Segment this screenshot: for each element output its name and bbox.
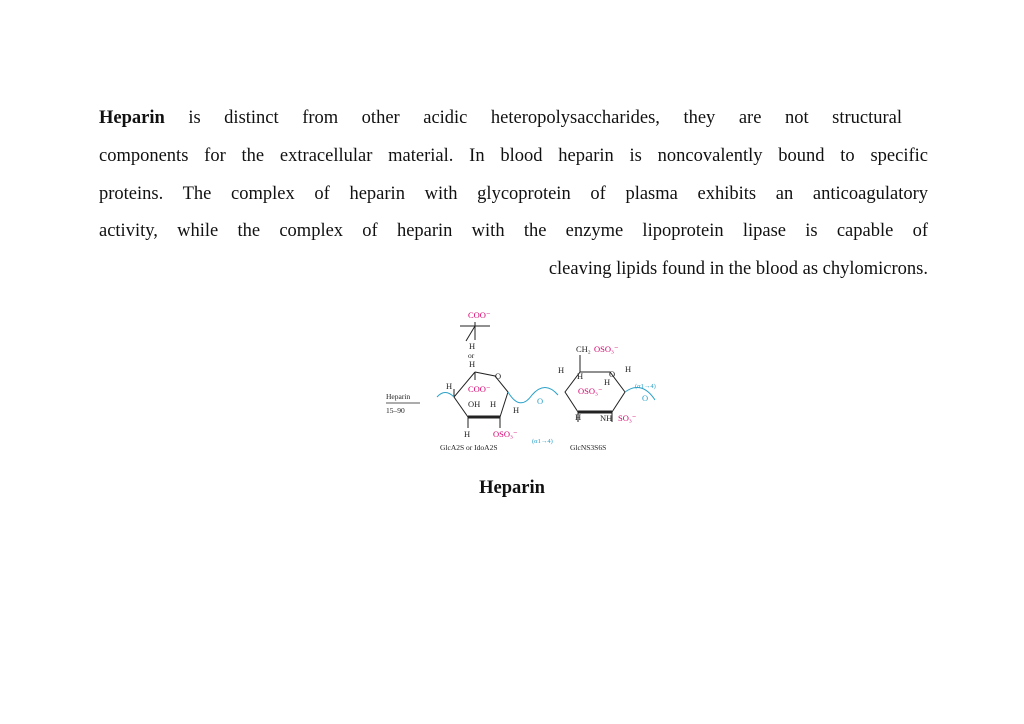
end-o: O bbox=[642, 393, 649, 403]
ring-o1: O bbox=[495, 371, 502, 381]
heparin-structure-figure bbox=[380, 300, 680, 465]
lead-term: Heparin bbox=[99, 108, 165, 128]
h-mid1: H bbox=[490, 399, 497, 409]
ch2-label: CH₂ bbox=[576, 344, 591, 354]
h2-a: H bbox=[558, 365, 565, 375]
ring-o2: O bbox=[609, 369, 616, 379]
paragraph-line-1 bbox=[99, 100, 902, 138]
alpha-link-1: (α1→4) bbox=[532, 438, 553, 445]
unit2-name: GlcNS3S6S bbox=[570, 443, 607, 452]
figure-caption: Heparin bbox=[479, 478, 545, 498]
h-left: H bbox=[446, 381, 453, 391]
h2-d: H bbox=[604, 377, 611, 387]
coo-ring: COO⁻ bbox=[468, 384, 491, 394]
h-mid2: H bbox=[513, 405, 520, 415]
nh: NH bbox=[600, 413, 613, 423]
paragraph-line-4: activity, while the complex of heparin with the enzyme lipoprotein lipase is capable of bbox=[99, 221, 928, 242]
repeat-count: 15–90 bbox=[386, 406, 405, 415]
paragraph-line-5: cleaving lipids found in the blood as chylomicrons. bbox=[548, 259, 928, 280]
body-paragraph bbox=[99, 100, 928, 289]
h-top: H bbox=[469, 341, 476, 351]
paragraph-line-2: components for the extracellular material. In blood heparin is noncovalently bound to specific bbox=[99, 145, 928, 166]
or-text: or bbox=[468, 351, 475, 360]
coo-top: COO⁻ bbox=[468, 310, 491, 320]
h-top2: H bbox=[469, 359, 476, 369]
oso3-1: OSO₃⁻ bbox=[493, 429, 518, 439]
oso3-2: OSO₃⁻ bbox=[578, 386, 603, 396]
line-1-text: is distinct from other acidic heteropolysaccharides, they are not structural bbox=[164, 108, 902, 128]
h2-b: H bbox=[577, 371, 584, 381]
h2-bottom: H bbox=[575, 412, 582, 422]
so3: SO₃⁻ bbox=[618, 413, 637, 423]
alpha-link-2: (α1→4) bbox=[635, 383, 656, 390]
chain-label: Heparin bbox=[386, 392, 411, 401]
paragraph-line-3: proteins. The complex of heparin with glycoprotein of plasma exhibits an anticoagulatory bbox=[99, 183, 928, 204]
bridge-o: O bbox=[537, 396, 544, 406]
oh: OH bbox=[468, 399, 481, 409]
h2-c: H bbox=[625, 364, 632, 374]
h-bottom: H bbox=[464, 429, 471, 439]
unit1-name: GlcA2S or IdoA2S bbox=[440, 443, 498, 452]
ch2-oso3: OSO₃⁻ bbox=[594, 344, 619, 354]
